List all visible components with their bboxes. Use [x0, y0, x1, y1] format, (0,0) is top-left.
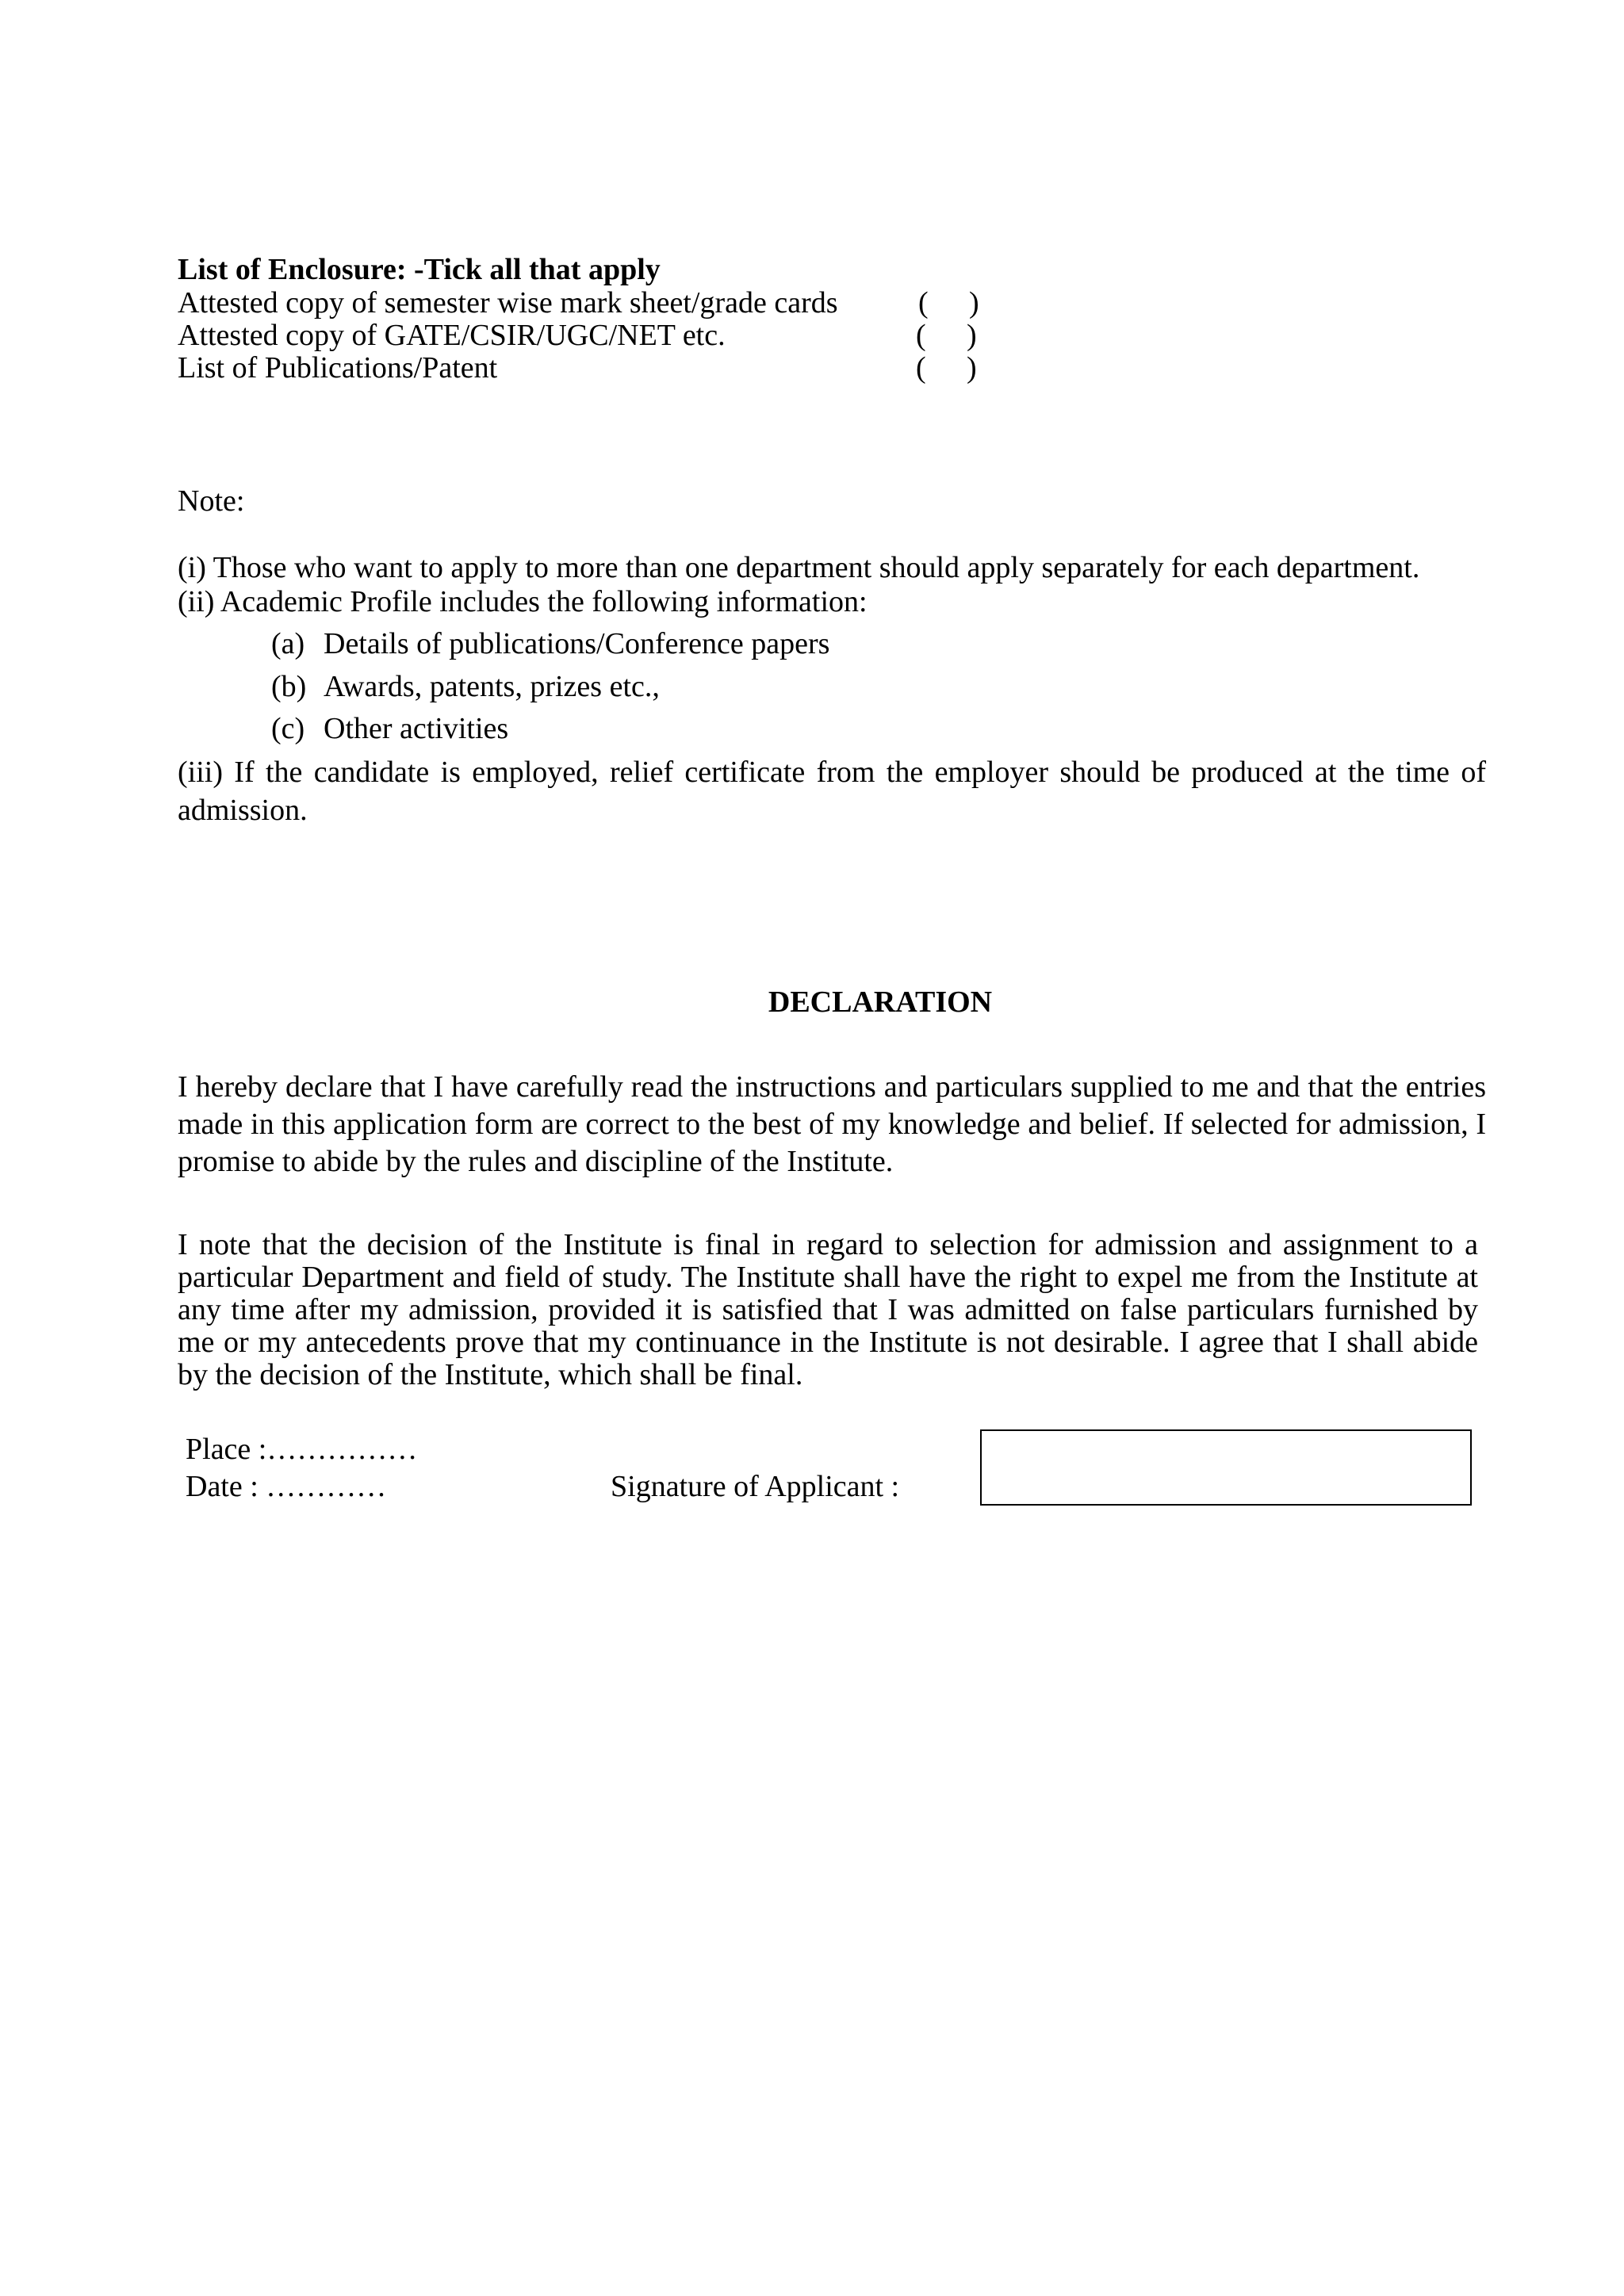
declaration-title: DECLARATION [768, 985, 993, 1019]
tick-paren-close: ) [969, 286, 979, 320]
date-field: Date : ………… [186, 1470, 387, 1503]
note-sub-item [271, 711, 508, 746]
sub-item-marker: (b) [271, 670, 307, 703]
sub-item-marker: (c) [271, 712, 305, 745]
note-sub-item [271, 669, 660, 704]
declaration-paragraph-1: I hereby declare that I have carefully read the instructions and particulars supplied to me and that the entries made in this application form are correct to the best of my knowledge and belief. If selected for admission, I promise to abide by the rules and discipline of the Institute. [178, 1070, 1486, 1178]
note-point-3: (iii) If the candidate is employed, relief certificate from the employer should be produced at the time of admission. [178, 756, 1486, 827]
declaration-paragraph-2: I note that the decision of the Institute is final in regard to selection for admission and assignment to a particular Department and field of study. The Institute shall have the right to expel me from the Institute at any time after my admission, provided it is satisfied that I was admitted on false particulars furnished by me or my antecedents prove that my continuance in the Institute is not desirable. I agree that I shall abide by the decision of the Institute, which shall be final. [178, 1228, 1478, 1391]
sub-item-marker: (a) [271, 627, 305, 660]
note-point-1: (i) Those who want to apply to more than one department should apply separately for each department. [178, 551, 1420, 584]
tick-paren-close: ) [967, 351, 977, 385]
note-heading: Note: [178, 484, 245, 518]
sub-item-text: Awards, patents, prizes etc., [324, 670, 660, 703]
sub-item-text: Details of publications/Conference papers [324, 627, 830, 660]
place-field: Place :…………… [186, 1433, 418, 1466]
tick-paren-open: ( [918, 286, 929, 320]
enclosure-item-label: List of Publications/Patent [178, 351, 498, 385]
tick-paren-close: ) [967, 319, 977, 352]
note-sub-item [271, 626, 829, 661]
signature-box[interactable] [980, 1429, 1472, 1506]
enclosure-item-label: Attested copy of GATE/CSIR/UGC/NET etc. [178, 319, 726, 352]
tick-paren-open: ( [916, 319, 926, 352]
signature-label: Signature of Applicant : [611, 1470, 900, 1503]
enclosure-item-label: Attested copy of semester wise mark sheet/grade cards [178, 286, 838, 320]
sub-item-text: Other activities [324, 712, 509, 745]
note-point-2: (ii) Academic Profile includes the following information: [178, 585, 868, 618]
enclosure-list-title: List of Enclosure: -Tick all that apply [178, 253, 661, 286]
tick-paren-open: ( [916, 351, 926, 385]
